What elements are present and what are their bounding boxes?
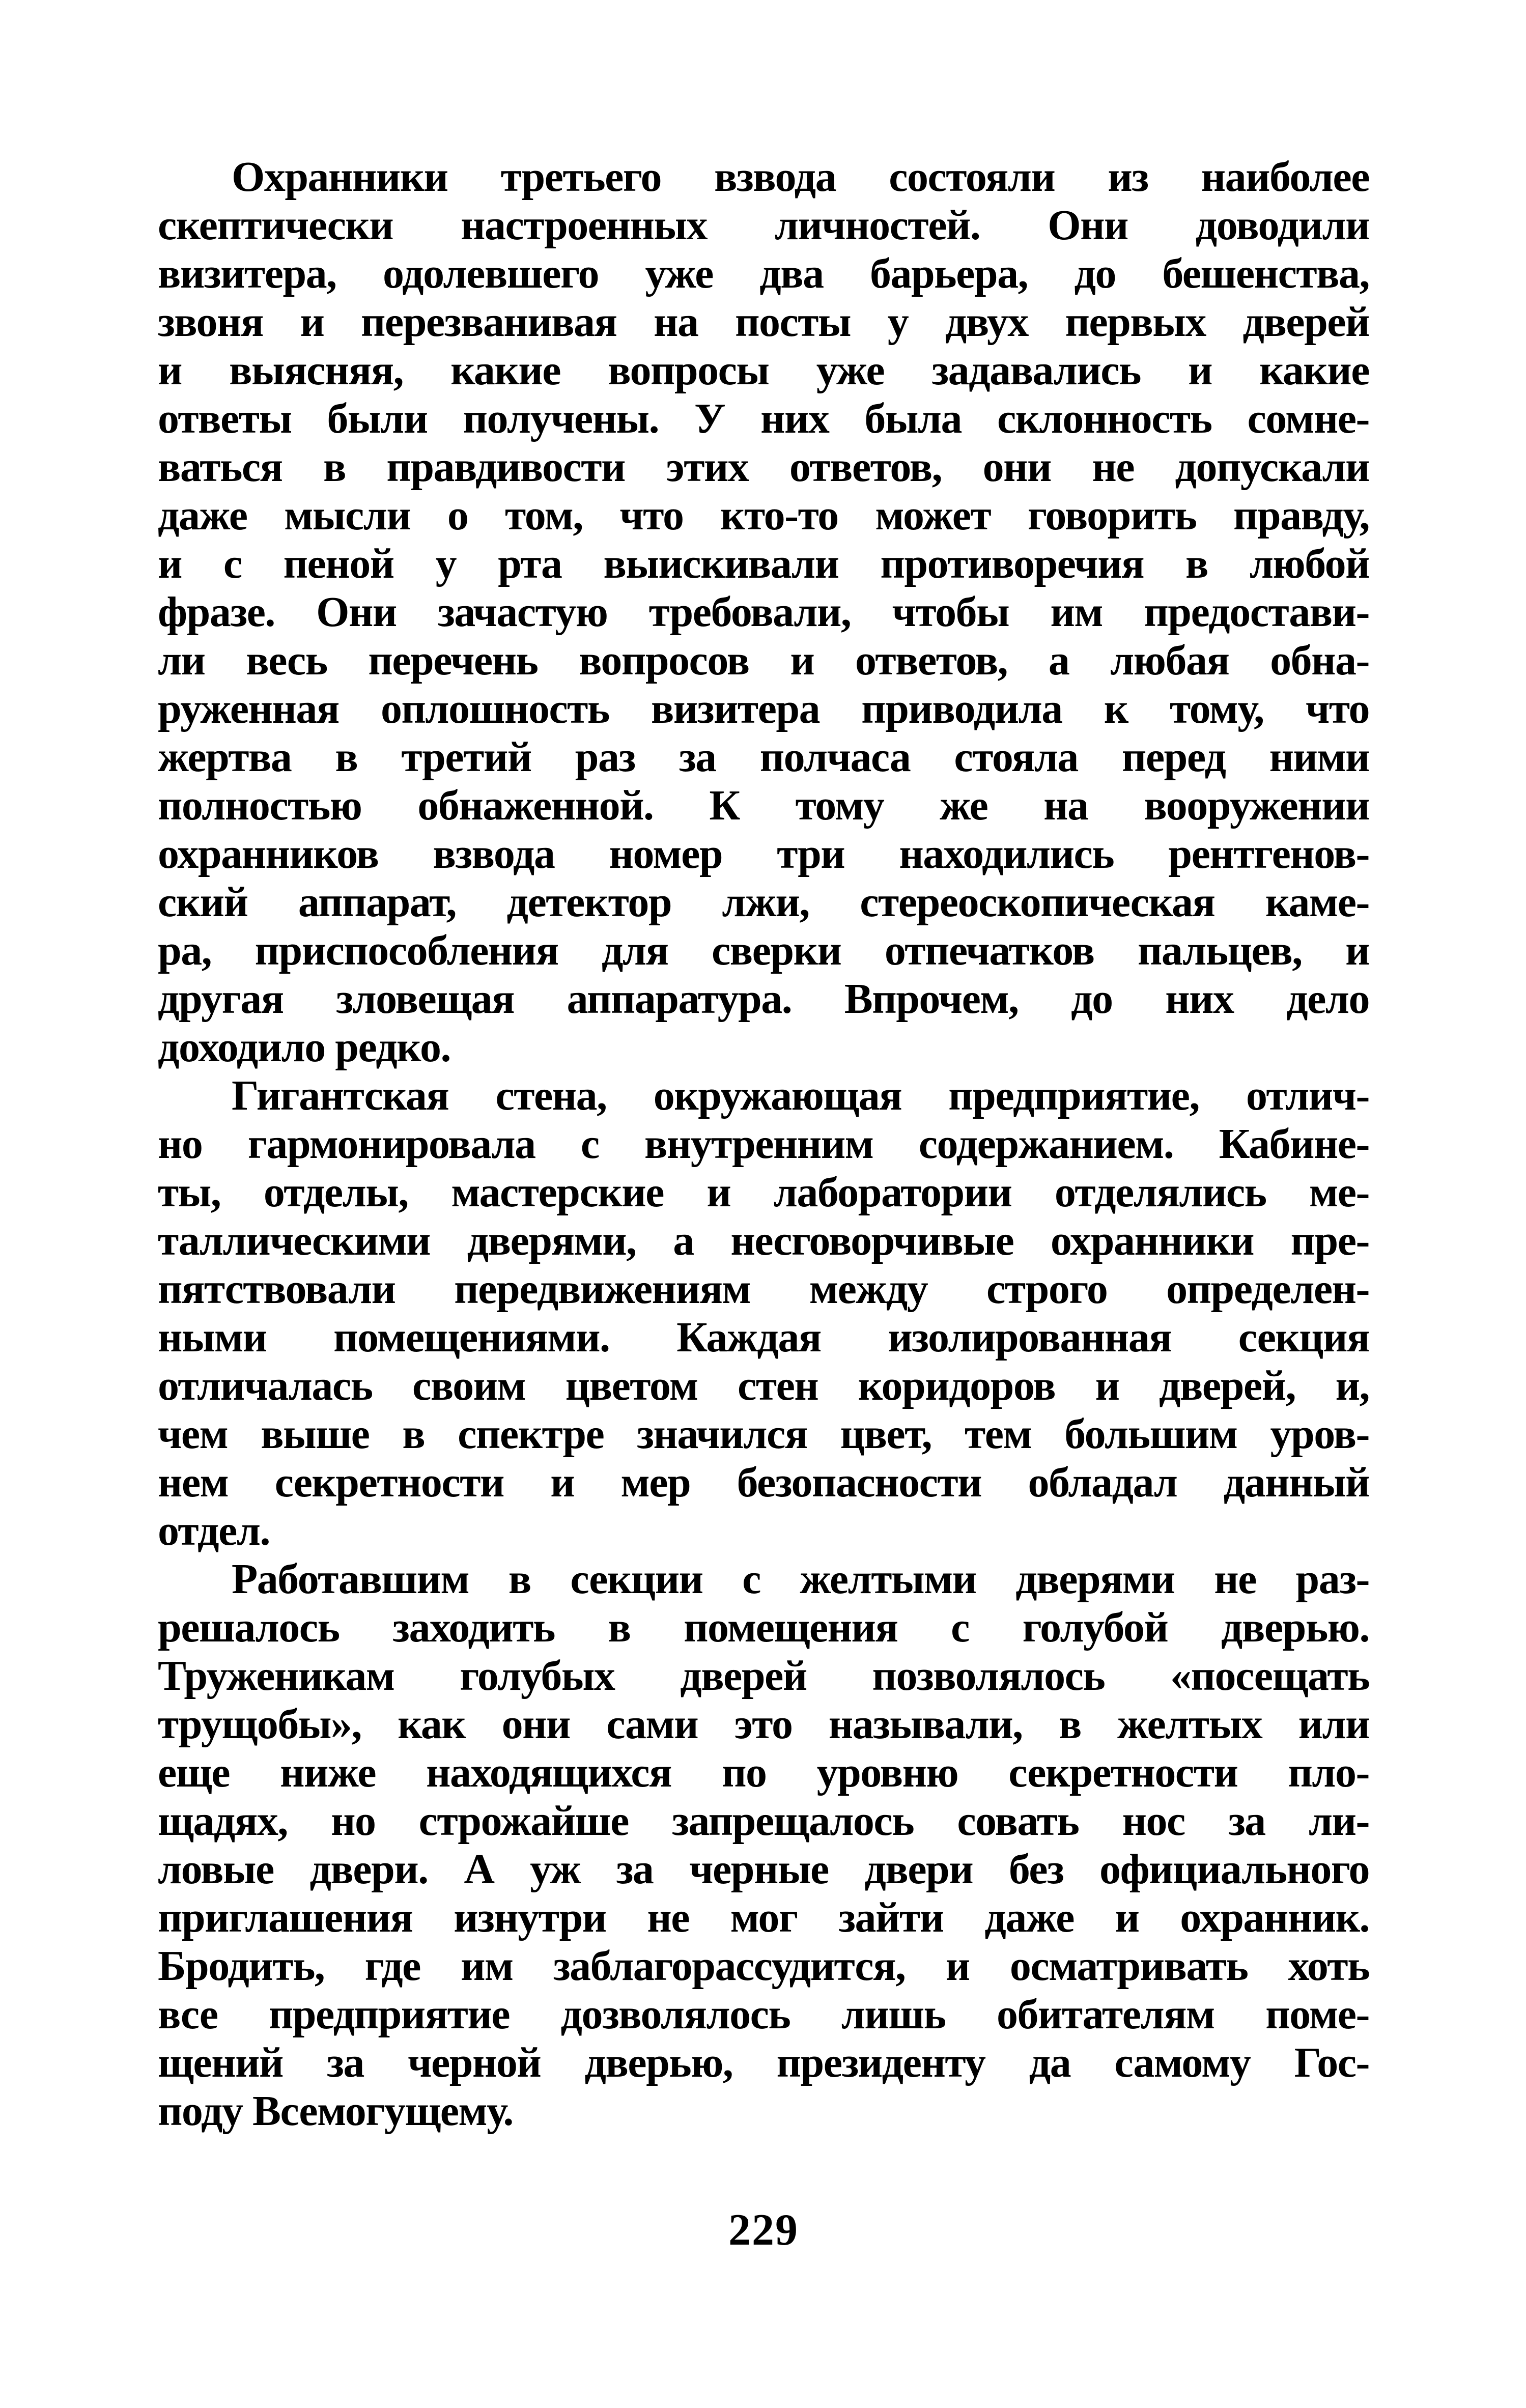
text-line: Гигантская стена, окружающая предприятие, отлич- — [232, 1072, 1369, 1119]
text-line: Работавшим в секции с желтыми дверями не раз- — [232, 1555, 1369, 1603]
text-line: пятствовали передвижениям между строго определен- — [158, 1265, 1369, 1313]
text-line: ра, приспособления для сверки отпечатков пальцев, и — [158, 927, 1369, 974]
text-line: все предприятие дозволялось лишь обитателям поме- — [158, 1991, 1369, 2038]
text-line: приглашения изнутри не мог зайти даже и охранник. — [158, 1894, 1369, 1941]
text-line: Бродить, где им заблагорассудится, и осматривать хоть — [158, 1942, 1369, 1990]
text-line: руженная оплошность визитера приводила к тому, что — [158, 685, 1369, 732]
text-line: ваться в правдивости этих ответов, они не допускали — [158, 443, 1369, 491]
text-line: ответы были получены. У них была склонность сомне- — [158, 395, 1369, 442]
text-line: но гармонировала с внутренним содержанием. Кабине- — [158, 1120, 1369, 1168]
text-line: решалось заходить в помещения с голубой дверью. — [158, 1604, 1369, 1651]
text-line: полностью обнаженной. К тому же на вооружении — [158, 782, 1369, 829]
text-line: доходило редко. — [158, 1024, 450, 1071]
text-line: трущобы», как они сами это называли, в желтых или — [158, 1701, 1369, 1748]
paragraph — [158, 153, 1369, 1071]
text-line: щадях, но строжайше запрещалось совать нос за ли- — [158, 1797, 1369, 1845]
text-line: жертва в третий раз за полчаса стояла перед ними — [158, 733, 1369, 781]
page-number: 229 — [728, 2205, 799, 2255]
paragraph — [158, 1071, 1369, 1555]
text-line: ными помещениями. Каждая изолированная секция — [158, 1314, 1369, 1361]
paragraph — [158, 1555, 1369, 2135]
text-line: ский аппарат, детектор лжи, стереоскопическая каме- — [158, 879, 1369, 926]
text-line: Охранники третьего взвода состояли из наиболее — [232, 153, 1369, 201]
text-line: скептически настроенных личностей. Они доводили — [158, 202, 1369, 249]
text-line: даже мысли о том, что кто-то может говорить правду, — [158, 492, 1369, 539]
text-line: звоня и перезванивая на посты у двух первых дверей — [158, 298, 1369, 346]
text-line: отдел. — [158, 1507, 270, 1554]
text-line: и выясняя, какие вопросы уже задавались и какие — [158, 347, 1369, 394]
text-line: еще ниже находящихся по уровню секретности пло- — [158, 1749, 1369, 1796]
text-line: другая зловещая аппаратура. Впрочем, до них дело — [158, 975, 1369, 1023]
text-line: охранников взвода номер три находились рентгенов- — [158, 830, 1369, 877]
text-line: ли весь перечень вопросов и ответов, а любая обна- — [158, 637, 1369, 684]
text-line: ловые двери. А уж за черные двери без официального — [158, 1846, 1369, 1893]
text-line: фразе. Они зачастую требовали, чтобы им предостави- — [158, 588, 1369, 636]
text-line: ты, отделы, мастерские и лаборатории отделялись ме- — [158, 1169, 1369, 1216]
text-line: щений за черной дверью, президенту да самому Гос- — [158, 2039, 1369, 2086]
text-line: отличалась своим цветом стен коридоров и дверей, и, — [158, 1362, 1369, 1409]
text-line: Труженикам голубых дверей позволялось «посещать — [158, 1652, 1369, 1699]
text-line: визитера, одолевшего уже два барьера, до бешенства, — [158, 250, 1369, 297]
text-line: и с пеной у рта выискивали противоречия в любой — [158, 540, 1369, 587]
page-text-block — [158, 153, 1369, 2135]
text-line: чем выше в спектре значился цвет, тем большим уров- — [158, 1410, 1369, 1458]
text-line: нем секретности и мер безопасности обладал данный — [158, 1459, 1369, 1506]
text-line: поду Всемогущему. — [158, 2087, 513, 2135]
text-line: таллическими дверями, а несговорчивые охранники пре- — [158, 1217, 1369, 1264]
